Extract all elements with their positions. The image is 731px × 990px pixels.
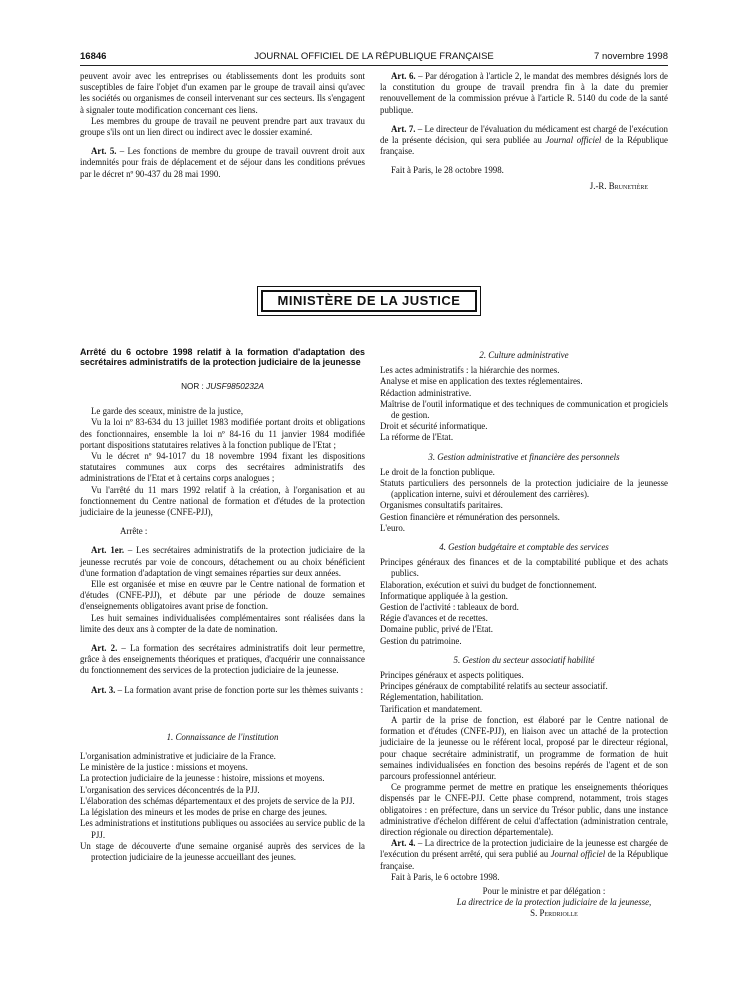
page-header: [80, 51, 668, 66]
list-item: La réforme de l'Etat.: [380, 432, 454, 443]
paragraph: Elle est organisée et mise en œuvre par le Centre national de formation et d'études (CNFE-PJJ), et débute par une période de douze semaines d'enseignements obligatoires avant prise de fonction.: [80, 579, 365, 612]
list-item: Gestion du patrimoine.: [380, 635, 462, 646]
paragraph: A partir de la prise de fonction, est élaboré par le Centre national de formation et d'études (CNFE-PJJ), en liaison avec un attaché de la protection judiciaire de la jeunesse ou le référent local, proposé par le directeur régional, pour chaque secrétaire administratif, un programme de formation de huit semaines individualisées en fonction des besoins repérés de l'agent et de son parcours professionnel antérieur.: [380, 714, 668, 781]
list-item: Gestion de l'activité : tableaux de bord.: [380, 602, 519, 613]
article-label: Art. 7.: [391, 123, 416, 134]
list-item: Principes généraux de comptabilité relatifs au secteur associatif.: [380, 681, 608, 692]
list-item: Tarification et mandatement.: [380, 703, 483, 714]
paragraph: Vu le décret nº 94-1017 du 18 novembre 1994 fixant les dispositions statutaires communes aux corps des secrétaires administratifs des administrations de l'Etat et à certains corps analogues ;: [80, 451, 365, 484]
article-label: Art. 6.: [391, 71, 416, 81]
signature-intro: Pour le ministre et par délégation :: [482, 885, 606, 896]
list-item: L'euro.: [380, 522, 406, 533]
list-item: Principes généraux et aspects politiques.: [380, 670, 524, 681]
article-label: Art. 2.: [91, 643, 118, 654]
list-item: Gestion financière et rémunération des personnels.: [380, 511, 560, 522]
list-item: Informatique appliquée à la gestion.: [380, 590, 508, 601]
publication-date: 7 novembre 1998: [594, 51, 668, 62]
list-item: L'élaboration des schémas départementaux et des projets de service de la PJJ.: [80, 795, 355, 806]
section-title: 2. Culture administrative: [479, 350, 569, 360]
list-item: Principes généraux des finances et de la comptabilité publique et des achats publics.: [380, 557, 668, 579]
list-item: Domaine public, privé de l'Etat.: [380, 624, 493, 635]
article-3: Art. 3. – La formation avant prise de fonction porte sur les thèmes suivants :: [91, 684, 364, 695]
paragraph: Les membres du groupe de travail ne peuvent prendre part aux travaux du groupe s'ils ont un lien direct ou indirect avec le dossier examiné.: [80, 115, 365, 138]
paragraph: Le garde des sceaux, ministre de la justice,: [91, 406, 244, 417]
previous-text-left-column: [80, 71, 365, 180]
nor-reference: NOR : JUSF9850232A: [181, 382, 264, 391]
article-label: Art. 3.: [91, 684, 116, 695]
list-item: L'organisation administrative et judiciaire de la France.: [80, 751, 276, 762]
journal-title: JOURNAL OFFICIEL DE LA RÉPUBLIQUE FRANÇAISE: [254, 51, 494, 62]
article-5: Art. 5. – Les fonctions de membre du groupe de travail ouvrent droit aux indemnités pour frais de déplacement et de séjour dans les conditions prévues par le décret nº 90-437 du 28 mai 1990.: [80, 146, 365, 179]
list-item: La protection judiciaire de la jeunesse : histoire, missions et moyens.: [80, 773, 325, 784]
paragraph: Vu la loi nº 83-634 du 13 juillet 1983 modifiée portant droits et obligations des fonctionnaires, ensemble la loi nº 84-16 du 11 janvier 1984 modifiée portant dispositions statutaires relatives à la fonction publique de l'Etat ;: [80, 417, 365, 450]
section-title: 4. Gestion budgétaire et comptable des services: [439, 542, 609, 553]
arrete-left-column: [80, 347, 365, 863]
list-item: Rédaction administrative.: [380, 387, 472, 398]
list-item: Un stage de découverte d'une semaine organisé auprès des services de la protection judiciaire de la jeunesse accueillant des jeunes.: [80, 840, 365, 862]
paragraph: Ce programme permet de mettre en pratique les enseignements théoriques dispensés par le CNFE-PJJ. Cette phase comprend, notamment, trois stages obligatoires : en préfecture, dans un service du Trésor public, dans une instance administrative d'échelon différent de celui d'affectation (administration centrale, direction régionale ou direction départementale).: [380, 782, 668, 837]
ministry-heading-box: [257, 286, 481, 316]
signature-title: La directrice de la protection judiciaire de la jeunesse,: [456, 897, 652, 908]
list-item: Droit et sécurité informatique.: [380, 421, 488, 432]
section-title: 1. Connaissance de l'institution: [166, 731, 279, 742]
section-title: 3. Gestion administrative et financière des personnels: [428, 451, 620, 462]
article-1: Art. 1er. – Les secrétaires administratifs de la protection judiciaire de la jeunesse recrutés par voie de concours, détachement ou au choix bénéficient d'une formation d'adaptation de vingt semaines réparties sur deux années.: [80, 545, 365, 578]
page-number: 16846: [80, 51, 107, 62]
signature: J.-R. Brunetière: [589, 180, 648, 191]
list-item: Elaboration, exécution et suivi du budget de fonctionnement.: [380, 579, 597, 590]
list-item: Les actes administratifs : la hiérarchie des normes.: [380, 365, 560, 376]
list-item: Statuts particuliers des personnels de la protection judiciaire de la jeunesse (application interne, suivi et déroulement des carrières).: [380, 478, 668, 500]
article-label: Art. 4.: [391, 838, 416, 849]
paragraph: Les huit semaines individualisées complémentaires sont réalisées dans la limite des deux ans à compter de la date de nomination.: [80, 612, 365, 634]
fait-a-paris: Fait à Paris, le 28 octobre 1998.: [391, 165, 504, 176]
arrete-word: Arrête :: [120, 526, 148, 537]
list-item: L'organisation des services déconcentrés de la PJJ.: [80, 784, 260, 795]
article-2: Art. 2. – La formation des secrétaires administratifs doit leur permettre, grâce à des enseignements théoriques et pratiques, d'acquérir une connaissance du fonctionnement des services de la protection judiciaire de la jeunesse.: [80, 643, 365, 676]
previous-text-right-column: [380, 71, 668, 192]
list-item: Analyse et mise en application des textes réglementaires.: [380, 376, 583, 387]
article-label: Art. 5.: [91, 146, 117, 157]
paragraph: Vu l'arrêté du 11 mars 1992 relatif à la création, à l'organisation et au fonctionnement du Centre national de formation et d'études de la protection judiciaire de la jeunesse (CNFE-PJJ),: [80, 484, 365, 518]
list-item: Maîtrise de l'outil informatique et des techniques de communication et progiciels de gestion.: [380, 398, 668, 421]
list-item: Le droit de la fonction publique.: [380, 466, 495, 477]
arrete-right-column: [380, 350, 668, 920]
list-item: La législation des mineurs et les modes de prise en charge des jeunes.: [80, 807, 328, 818]
article-7: Art. 7. – Le directeur de l'évaluation du médicament est chargé de l'exécution de la présente décision, qui sera publiée au Journal officiel de la République française.: [380, 123, 668, 157]
list-item: Réglementation, habilitation.: [380, 692, 484, 703]
journal-reference: Journal officiel: [550, 849, 606, 860]
article-4: Art. 4. – La directrice de la protection judiciaire de la jeunesse est chargée de l'exécution du présent arrêté, qui sera publié au Journal officiel de la République française.: [380, 838, 668, 871]
list-item: Le ministère de la justice : missions et moyens.: [80, 762, 248, 773]
paragraph: peuvent avoir avec les entreprises ou établissements dont les produits sont susceptibles de faire l'objet d'un examen par le groupe de travail ainsi qu'avec les sociétés ou organismes de conseil intervenant sur ces secteurs. Ils s'engagent à signaler toute modification concernant ces liens.: [80, 71, 365, 115]
ministry-heading: MINISTÈRE DE LA JUSTICE: [261, 290, 477, 312]
list-item: Les administrations et institutions publiques ou associées au service public de la PJJ.: [80, 818, 365, 840]
list-item: Régie d'avances et de recettes.: [380, 613, 488, 624]
fait-a-paris: Fait à Paris, le 6 octobre 1998.: [391, 871, 500, 882]
arrete-title: Arrêté du 6 octobre 1998 relatif à la formation d'adaptation des secrétaires administratifs de la protection judiciaire de la jeunesse: [80, 347, 365, 367]
list-item: Organismes consultatifs paritaires.: [380, 500, 503, 511]
signature: S. Perdriolle: [530, 908, 578, 919]
article-6: Art. 6. – Par dérogation à l'article 2, le mandat des membres désignés lors de la constitution du groupe de travail prendra fin à la date du premier renouvellement de la commission prévue à l'article R. 5140 du code de la santé publique.: [380, 71, 668, 115]
journal-reference: Journal officiel: [545, 135, 602, 146]
article-label: Art. 1er.: [91, 545, 125, 556]
section-title: 5. Gestion du secteur associatif habilité: [453, 654, 595, 665]
